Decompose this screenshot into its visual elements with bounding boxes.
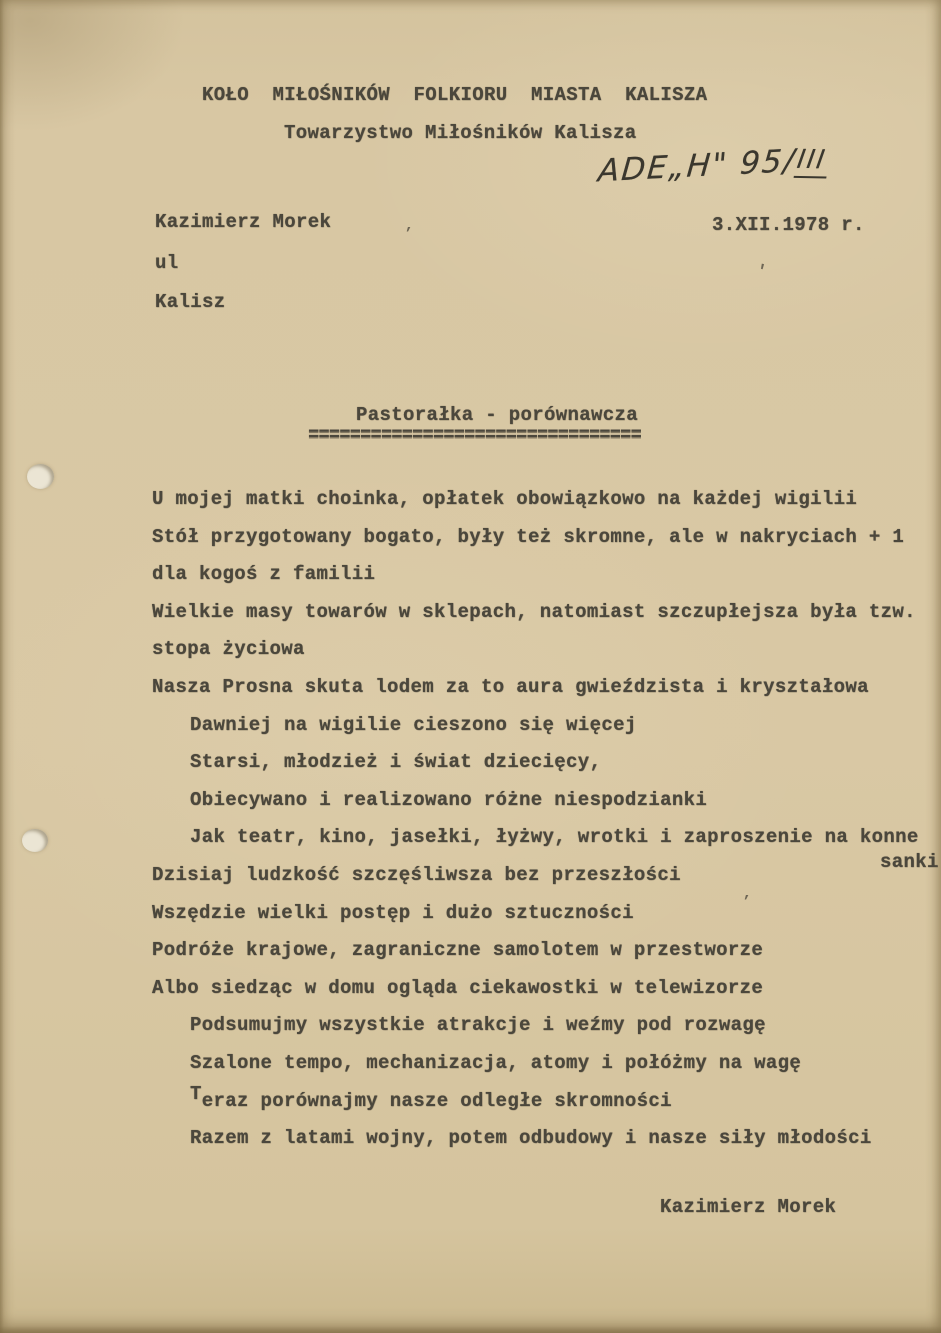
signature-name: Kazimierz Morek — [660, 1196, 837, 1218]
body-line: Obiecywano i realizowano różne niespodzianki — [190, 789, 708, 811]
document-title: Pastorałka - porównawcza — [356, 404, 639, 426]
paper-bottom-edge-shadow — [0, 1326, 941, 1333]
sender-city: Kalisz — [155, 291, 226, 313]
body-line: U mojej matki choinka, opłatek obowiązkowo na każdej wigilii — [152, 488, 858, 510]
letter-body — [152, 488, 941, 1168]
body-line: Dawniej na wigilie cieszono się więcej — [190, 714, 637, 736]
body-line: Stół przygotowany bogato, były też skromne, ale w nakryciach + 1 — [152, 526, 905, 548]
organization-name-line2: Towarzystwo Miłośników Kalisza — [284, 122, 637, 144]
paper-left-edge-shadow — [0, 0, 4, 1333]
body-line: Szalone tempo, mechanizacja, atomy i połóżmy na wagę — [190, 1052, 802, 1074]
handwritten-archive-annotation — [597, 139, 880, 192]
body-line: Albo siedząc w domu ogląda ciekawostki w telewizorze — [152, 977, 764, 999]
body-line — [190, 1083, 672, 1112]
title-underline: ================================ — [308, 424, 641, 446]
sender-name: Kazimierz Morek — [155, 211, 332, 233]
body-line: Nasza Prosna skuta lodem za to aura gwieździsta i kryształowa — [152, 676, 869, 698]
raised-initial: T — [190, 1083, 202, 1105]
body-line: Dzisiaj ludzkość szczęśliwsza bez przeszłości — [152, 864, 681, 886]
stray-ink-mark: ’ — [742, 894, 752, 911]
hole-punch-top — [27, 464, 54, 489]
body-line: Podróże krajowe, zagraniczne samolotem w przestworze — [152, 939, 764, 961]
stray-ink-mark: ’ — [404, 226, 414, 243]
body-line: Razem z latami wojny, potem odbudowy i nasze siły młodości — [190, 1127, 872, 1149]
annotation-fraction: III — [794, 145, 832, 179]
body-line: Jak teatr, kino, jasełki, łyżwy, wrotki i zaproszenie na konne — [190, 826, 919, 848]
body-line: Starsi, młodzież i świat dziecięcy, — [190, 751, 602, 773]
stray-ink-mark: ' — [754, 262, 769, 283]
body-line-text: eraz porównajmy nasze odległe skromności — [201, 1090, 672, 1112]
wrapped-word-sanki: sanki — [880, 851, 939, 873]
hole-punch-bottom — [22, 829, 48, 852]
body-line: Wielkie masy towarów w sklepach, natomiast szczupłejsza była tzw. — [152, 601, 916, 623]
organization-name-line1: KOŁO MIŁOŚNIKÓW FOLKIORU MIASTA KALISZA — [202, 84, 708, 106]
body-line: Wszędzie wielki postęp i dużo sztuczności — [152, 902, 634, 924]
annotation-text: ADE„H" 95/ — [596, 142, 798, 190]
sender-street: ul — [155, 252, 179, 274]
document-date: 3.XII.1978 r. — [712, 214, 865, 236]
body-line: stopa życiowa — [152, 638, 305, 660]
body-line: dla kogoś z familii — [152, 563, 376, 585]
body-line: Podsumujmy wszystkie atrakcje i weźmy pod rozwagę — [190, 1014, 766, 1036]
